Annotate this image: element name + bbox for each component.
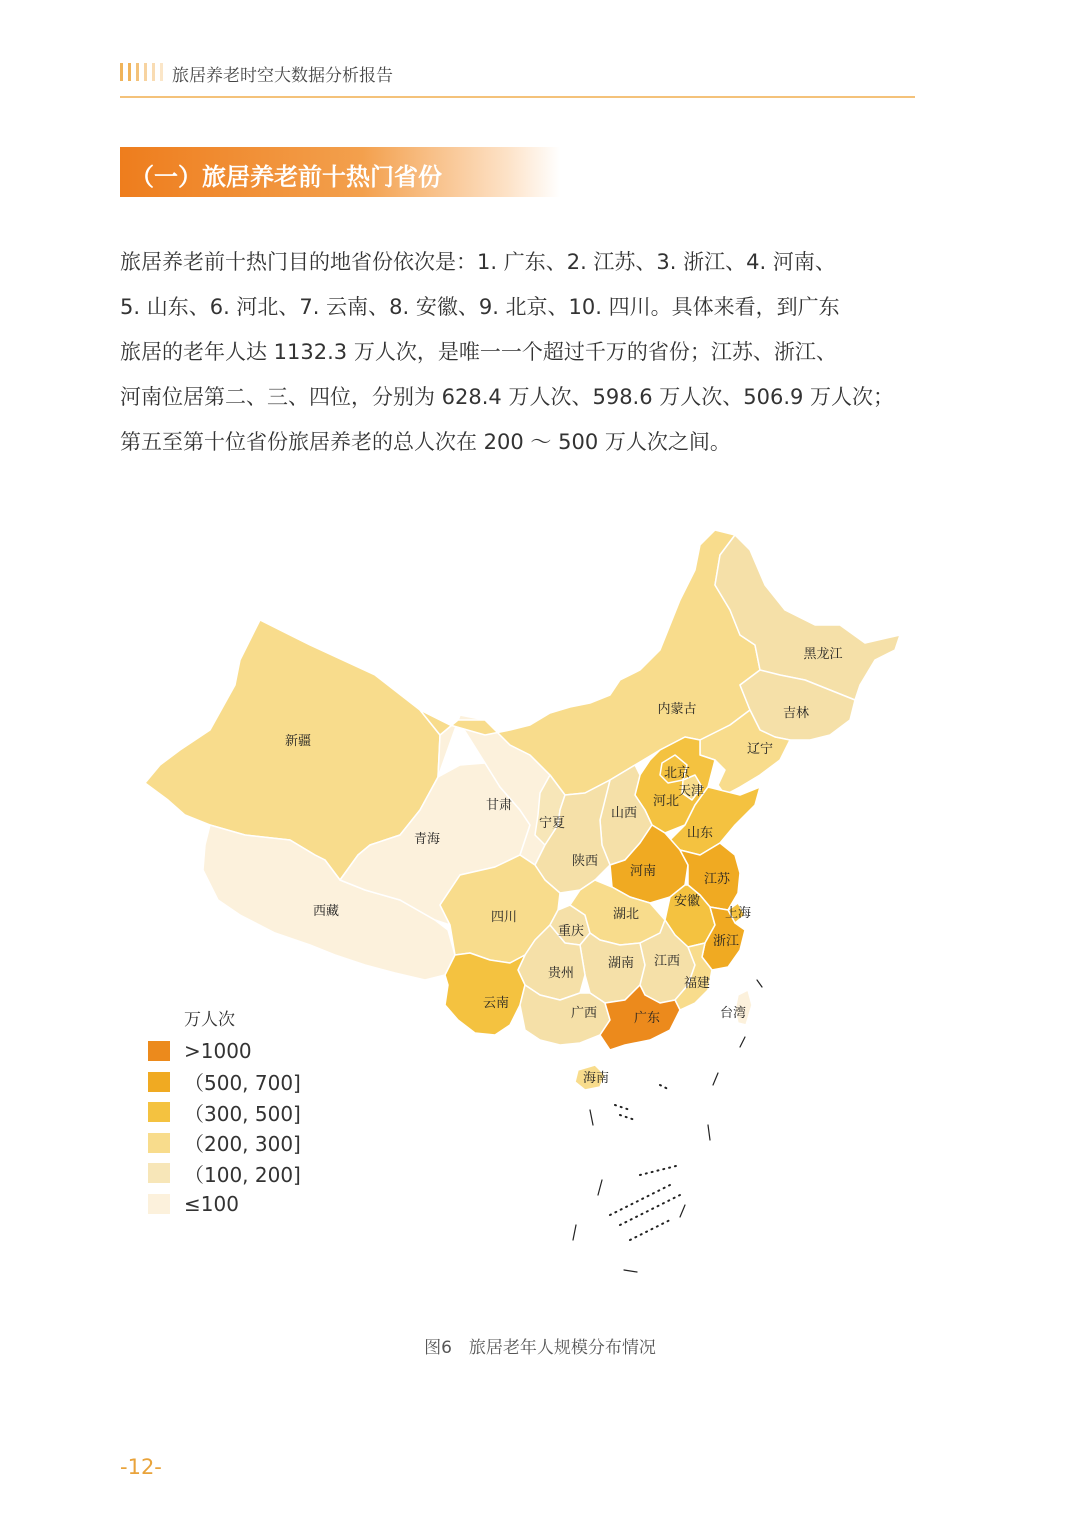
paragraph-line: 旅居养老前十热门目的地省份依次是：1. 广东、2. 江苏、3. 浙江、4. 河南、 xyxy=(120,250,836,274)
legend-label: （200, 300] xyxy=(184,1132,301,1157)
page-number: -12- xyxy=(120,1455,162,1479)
province-label: 青海 xyxy=(413,832,441,847)
province-label: 广西 xyxy=(570,1006,598,1021)
legend-label: ≤100 xyxy=(184,1191,239,1216)
body-paragraph xyxy=(120,240,920,465)
province-label: 黑龙江 xyxy=(803,647,843,662)
header-bar xyxy=(144,63,147,81)
province-label: 宁夏 xyxy=(538,816,566,831)
province-label: 河北 xyxy=(652,794,680,809)
province-label: 天津 xyxy=(677,784,705,799)
island-dots xyxy=(610,1085,680,1240)
report-title: 旅居养老时空大数据分析报告 xyxy=(172,66,393,86)
province-label: 北京 xyxy=(663,766,691,781)
legend-swatch xyxy=(148,1133,170,1153)
section-banner xyxy=(120,147,560,197)
province-label: 吉林 xyxy=(782,706,810,721)
legend-item xyxy=(148,1189,301,1220)
province-label: 山东 xyxy=(686,826,714,841)
paragraph-line: 河南位居第二、三、四位，分别为 628.4 万人次、598.6 万人次、506.9 万人次； xyxy=(120,385,895,409)
province-label: 海南 xyxy=(582,1071,610,1086)
province-label: 云南 xyxy=(482,996,510,1011)
province-label: 湖北 xyxy=(612,907,640,922)
province-label: 安徽 xyxy=(673,894,701,909)
province-label: 台湾 xyxy=(719,1006,747,1021)
legend-swatch xyxy=(148,1194,170,1214)
province-label: 江西 xyxy=(653,954,681,969)
nine-dash-segment xyxy=(757,980,762,987)
legend-swatch xyxy=(148,1163,170,1183)
nine-dash-segment xyxy=(740,1037,745,1047)
province-label: 山西 xyxy=(610,806,638,821)
nine-dash-segment xyxy=(708,1125,710,1140)
legend-label: （300, 500] xyxy=(184,1101,301,1126)
legend-label: （500, 700] xyxy=(184,1071,301,1096)
header-bar xyxy=(128,63,131,81)
nine-dash-segment xyxy=(680,1205,685,1217)
province-label: 浙江 xyxy=(712,934,740,949)
header-bars-decoration xyxy=(120,63,163,81)
nine-dash-segment xyxy=(624,1270,637,1272)
legend-swatch xyxy=(148,1041,170,1061)
nine-dash-segment xyxy=(713,1073,718,1085)
paragraph-line: 旅居的老年人达 1132.3 万人次，是唯一一个超过千万的省份；江苏、浙江、 xyxy=(120,340,837,364)
legend-item xyxy=(148,1128,301,1159)
province-label: 贵州 xyxy=(547,966,575,981)
legend-item xyxy=(148,1067,301,1098)
header-bar xyxy=(160,63,163,81)
legend-label: >1000 xyxy=(184,1039,252,1064)
nine-dash-segment xyxy=(573,1225,576,1240)
province-label: 新疆 xyxy=(284,734,312,749)
figure-caption: 图6 旅居老年人规模分布情况 xyxy=(424,1338,656,1358)
legend-item xyxy=(148,1097,301,1128)
nine-dash-segment xyxy=(598,1180,602,1195)
legend-label: （100, 200] xyxy=(184,1162,301,1187)
section-title: （一）旅居养老前十热门省份 xyxy=(130,163,442,191)
header-bar xyxy=(136,63,139,81)
legend-item xyxy=(148,1036,301,1067)
province-label: 河南 xyxy=(629,864,657,879)
province-label: 甘肃 xyxy=(485,798,513,813)
province-label: 重庆 xyxy=(557,924,585,939)
header-bar xyxy=(152,63,155,81)
legend-swatch xyxy=(148,1102,170,1122)
paragraph-line: 第五至第十位省份旅居养老的总人次在 200 ～ 500 万人次之间。 xyxy=(120,430,731,454)
paragraph-line: 5. 山东、6. 河北、7. 云南、8. 安徽、9. 北京、10. 四川。具体来看，到广东 xyxy=(120,295,840,319)
map-legend xyxy=(148,1005,301,1219)
legend-swatch xyxy=(148,1072,170,1092)
province-label: 西藏 xyxy=(312,904,340,919)
legend-title: 万人次 xyxy=(184,1010,235,1030)
page-header xyxy=(120,58,915,98)
province-label: 内蒙古 xyxy=(657,702,697,717)
province-label: 四川 xyxy=(490,910,518,925)
province-region-yunnan xyxy=(445,953,525,1035)
province-label: 湖南 xyxy=(607,956,635,971)
province-label: 江苏 xyxy=(703,872,731,887)
header-bar xyxy=(120,63,123,81)
province-label: 福建 xyxy=(683,976,711,991)
province-label: 上海 xyxy=(724,906,752,921)
legend-item xyxy=(148,1158,301,1189)
province-label: 广东 xyxy=(633,1011,661,1026)
nine-dash-segment xyxy=(590,1110,593,1125)
province-label: 陕西 xyxy=(571,854,599,869)
province-label: 辽宁 xyxy=(746,742,774,757)
